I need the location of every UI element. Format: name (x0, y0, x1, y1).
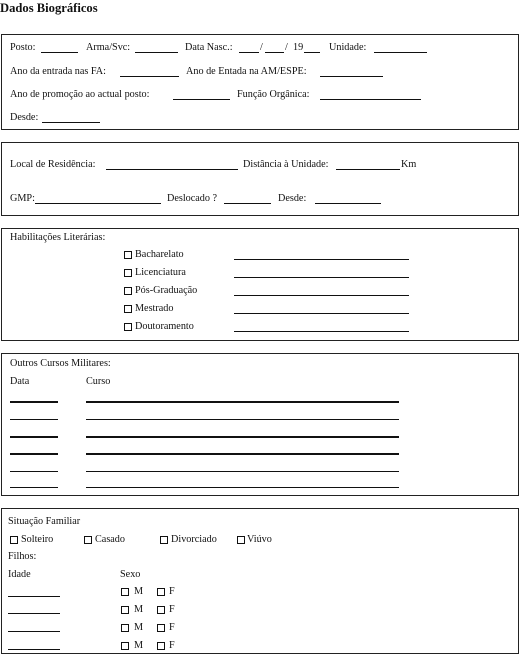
course-name-field[interactable] (86, 419, 399, 420)
mestrado-field[interactable] (234, 313, 409, 314)
funcao-field[interactable] (320, 99, 421, 100)
course-name-field[interactable] (86, 453, 399, 455)
distancia-field[interactable] (336, 169, 400, 170)
col-data-header: Data (10, 376, 30, 387)
mestrado-label: Mestrado (135, 303, 174, 314)
military-courses-section (1, 353, 519, 496)
female-label: F (169, 622, 175, 633)
licenciatura-field[interactable] (234, 277, 409, 278)
desde-field[interactable] (42, 122, 100, 123)
female-label: F (169, 586, 175, 597)
female-checkbox[interactable] (157, 588, 165, 596)
ano-entrada-fa-label: Ano da entrada nas FA: (10, 66, 106, 77)
male-label: M (134, 640, 144, 651)
distancia-label: Distância à Unidade: (243, 159, 329, 170)
course-date-field[interactable] (10, 471, 58, 472)
situacao-familiar-heading: Situação Familiar (8, 516, 81, 527)
birth-month-field[interactable] (265, 52, 284, 53)
male-checkbox[interactable] (121, 624, 129, 632)
data-nasc-label: Data Nasc.: (185, 42, 233, 53)
bacharelato-label: Bacharelato (135, 249, 184, 260)
licenciatura-label: Licenciatura (135, 267, 186, 278)
course-date-field[interactable] (10, 487, 58, 488)
ano-entada-am-label: Ano de Entada na AM/ESPE: (186, 66, 307, 77)
birth-day-field[interactable] (239, 52, 259, 53)
gmp-field[interactable] (35, 203, 161, 204)
pos-graduacao-field[interactable] (234, 295, 409, 296)
arma-label: Arma/Svc: (86, 42, 131, 53)
male-checkbox[interactable] (121, 642, 129, 650)
child-age-field[interactable] (8, 649, 60, 650)
desde-field[interactable] (315, 203, 381, 204)
unidade-label: Unidade: (329, 42, 367, 53)
outros-cursos-heading: Outros Cursos Militares: (10, 358, 111, 369)
doutoramento-label: Doutoramento (135, 321, 194, 332)
course-name-field[interactable] (86, 436, 399, 438)
divorciado-checkbox[interactable] (160, 536, 168, 544)
page-title: Dados Biográficos (0, 1, 98, 15)
sexo-header: Sexo (120, 569, 141, 580)
female-label: F (169, 604, 175, 615)
posto-label: Posto: (10, 42, 36, 53)
pos-graduacao-checkbox[interactable] (124, 287, 132, 295)
divorciado-label: Divorciado (171, 534, 217, 545)
doutoramento-field[interactable] (234, 331, 409, 332)
child-age-field[interactable] (8, 613, 60, 614)
local-residencia-label: Local de Residência: (10, 159, 96, 170)
bacharelato-field[interactable] (234, 259, 409, 260)
habilitacoes-heading: Habilitações Literárias: (10, 232, 106, 243)
male-label: M (134, 604, 144, 615)
funcao-label: Função Orgânica: (237, 89, 310, 100)
desde-label: Desde: (10, 112, 39, 123)
child-age-field[interactable] (8, 631, 60, 632)
col-curso-header: Curso (86, 376, 111, 387)
viuvo-checkbox[interactable] (237, 536, 245, 544)
gmp-label: GMP: (10, 193, 35, 204)
doutoramento-checkbox[interactable] (124, 323, 132, 331)
unidade-field[interactable] (374, 52, 427, 53)
bacharelato-checkbox[interactable] (124, 251, 132, 259)
female-label: F (169, 640, 175, 651)
male-checkbox[interactable] (121, 588, 129, 596)
posto-field[interactable] (41, 52, 78, 53)
course-date-field[interactable] (10, 419, 58, 420)
deslocado-label: Deslocado ? (167, 193, 218, 204)
desde-label: Desde: (278, 193, 307, 204)
ano-promocao-field[interactable] (173, 99, 230, 100)
course-name-field[interactable] (86, 471, 399, 472)
viuvo-label: Viúvo (247, 534, 272, 545)
male-label: M (134, 622, 144, 633)
course-date-field[interactable] (10, 453, 58, 455)
date-separator: / (260, 42, 263, 53)
licenciatura-checkbox[interactable] (124, 269, 132, 277)
education-section (1, 228, 519, 341)
date-separator: / (285, 42, 288, 53)
solteiro-checkbox[interactable] (10, 536, 18, 544)
idade-header: Idade (8, 569, 31, 580)
solteiro-label: Solteiro (21, 534, 54, 545)
course-name-field[interactable] (86, 487, 399, 488)
ano-promocao-label: Ano de promoção ao actual posto: (10, 89, 150, 100)
ano-entrada-fa-field[interactable] (120, 76, 179, 77)
year-prefix: 19 (293, 42, 304, 53)
female-checkbox[interactable] (157, 624, 165, 632)
male-checkbox[interactable] (121, 606, 129, 614)
arma-field[interactable] (135, 52, 178, 53)
course-name-field[interactable] (86, 401, 399, 403)
ano-entada-am-field[interactable] (320, 76, 383, 77)
deslocado-field[interactable] (224, 203, 271, 204)
casado-checkbox[interactable] (84, 536, 92, 544)
female-checkbox[interactable] (157, 642, 165, 650)
child-age-field[interactable] (8, 596, 60, 597)
local-residencia-field[interactable] (106, 169, 238, 170)
mestrado-checkbox[interactable] (124, 305, 132, 313)
family-section (1, 508, 519, 654)
male-label: M (134, 586, 144, 597)
female-checkbox[interactable] (157, 606, 165, 614)
casado-label: Casado (95, 534, 125, 545)
filhos-label: Filhos: (8, 551, 37, 562)
km-unit: Km (401, 159, 417, 170)
residence-section (1, 142, 519, 216)
course-date-field[interactable] (10, 436, 58, 438)
course-date-field[interactable] (10, 401, 58, 403)
pos-graduacao-label: Pós-Graduação (135, 285, 198, 296)
birth-year-field[interactable] (304, 52, 320, 53)
